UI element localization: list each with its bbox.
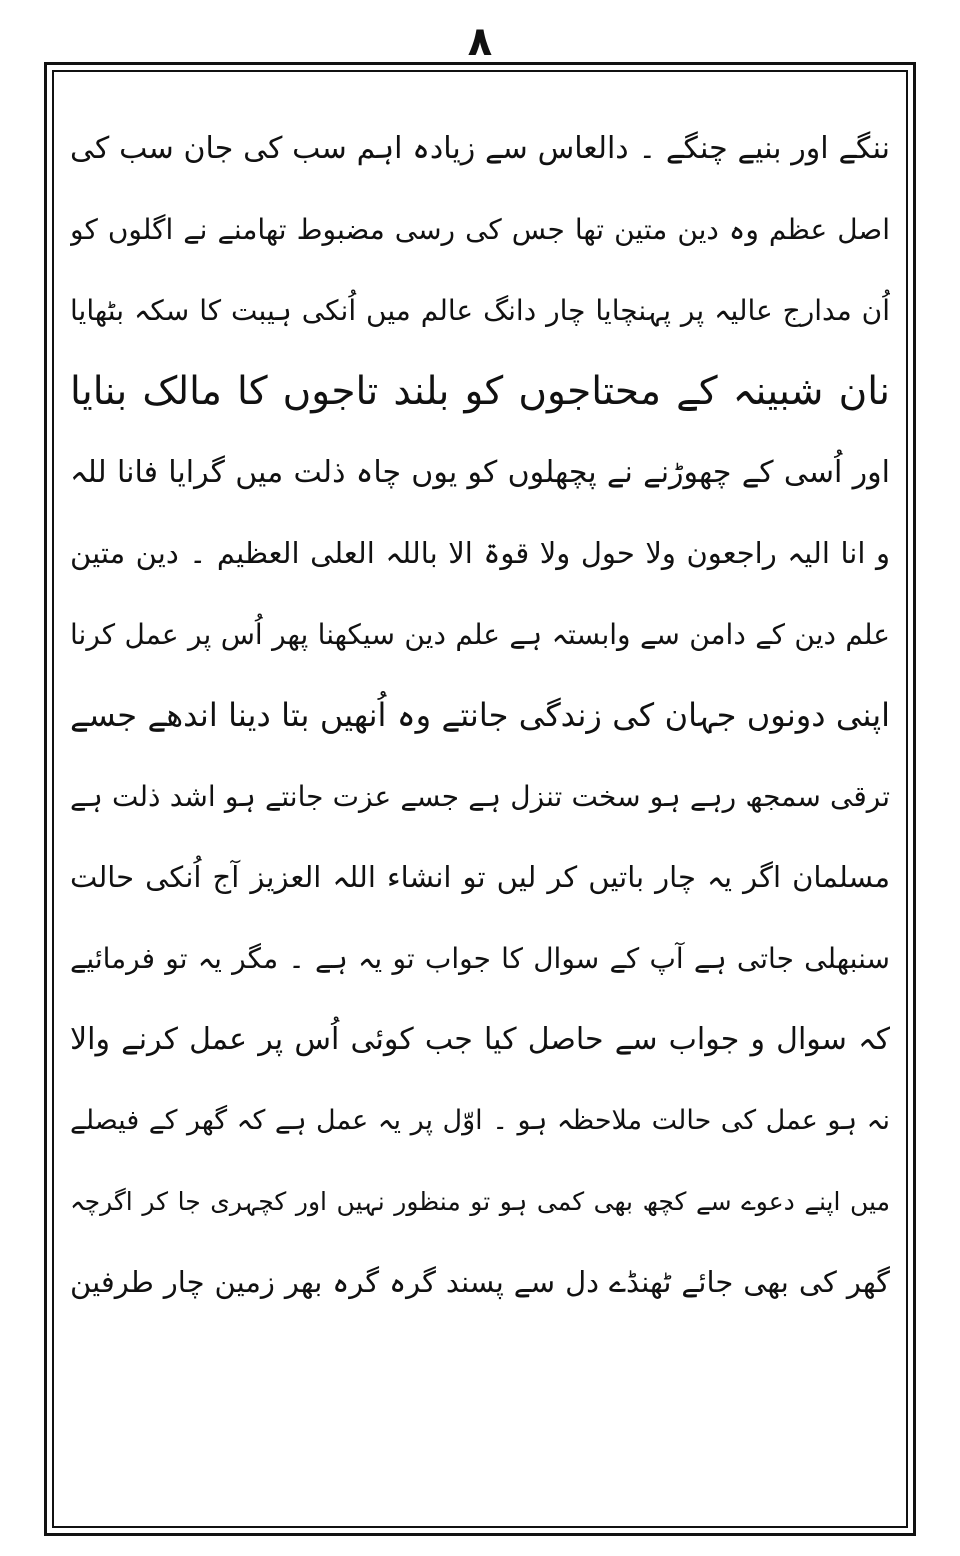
text-line: اور اُسی کے چھوڑنے نے پچھلوں کو یوں چاہ ذلت میں گرایا فانا للہ: [70, 455, 890, 490]
text-line: کہ سوال و جواب سے حاصل کیا جب کوئی اُس پر عمل کرنے والا: [70, 1022, 890, 1057]
text-line: اپنی دونوں جہان کی زندگی جانتے وہ اُنھیں بتا دینا اندھے جسے: [70, 696, 890, 734]
text-line: اُن مدارج عالیہ پر پہنچایا چار دانگ عالم میں اُنکی ہیبت کا سکہ بٹھایا: [70, 294, 890, 327]
page-number: ۸: [467, 19, 493, 65]
text-line: سنبھلی جاتی ہے آپ کے سوال کا جواب تو یہ ہے ۔ مگر یہ تو فرمائیے: [70, 942, 890, 975]
text-line: و انا الیہ راجعون ولا حول ولا قوۃ الا باللہ العلی العظیم ۔ دین متین: [70, 536, 890, 570]
text-line: میں اپنے دعوے سے کچھ بھی کمی ہو تو منظور نہیں اور کچہری جا کر اگرچہ: [70, 1187, 890, 1216]
text-line: علم دین کے دامن سے وابستہ ہے علم دین سیکھنا پھر اُس پر عمل کرنا: [70, 618, 890, 651]
text-line: مسلمان اگر یہ چار باتیں کر لیں تو انشاء اللہ العزیز آج اُنکی حالت: [70, 860, 890, 894]
text-line: ترقی سمجھ رہے ہو سخت تنزل ہے جسے عزت جانتے ہو اشد ذلت ہے: [70, 780, 890, 813]
text-line: ننگے اور بنیے چنگے ۔ دالعاس سے زیادہ اہم سب کی جان سب کی: [70, 131, 890, 166]
text-line: نہ ہو عمل کی حالت ملاحظہ ہو ۔ اوّل پر یہ عمل ہے کہ گھر کے فیصلے: [70, 1105, 890, 1136]
urdu-text-body: [70, 108, 890, 1323]
text-line: اصل عظم وہ دین متین تھا جس کی رسی مضبوط تھامنے نے اگلوں کو: [70, 213, 890, 246]
text-line: نان شبینہ کے محتاجوں کو بلند تاجوں کا مالک بنایا: [70, 369, 890, 414]
text-line: گھر کی بھی جائے ٹھنڈے دل سے پسند گرہ گرہ بھر زمین چار طرفین: [70, 1265, 890, 1299]
